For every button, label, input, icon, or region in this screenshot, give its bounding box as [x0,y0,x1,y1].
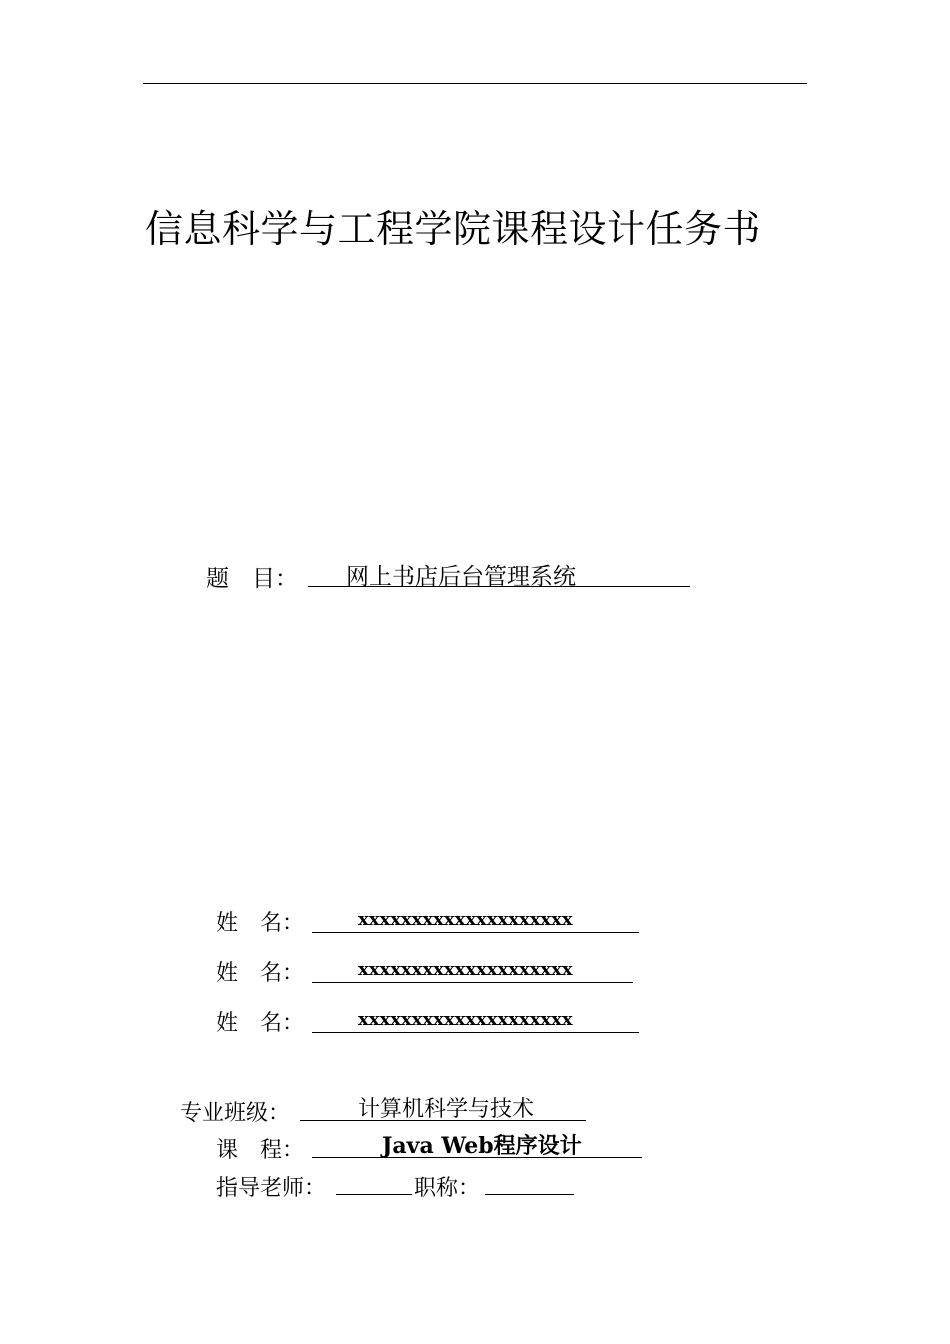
major-value: 计算机科学与技术 [358,1097,535,1122]
document-title: 信息科学与工程学院课程设计任务书 [145,207,762,251]
topic-field [308,558,690,590]
major-field [300,1092,586,1121]
name-label-1: 姓 名： [216,911,305,936]
name-value-3: xxxxxxxxxxxxxxxxxxxx [358,1009,573,1030]
course-label: 课 程： [216,1138,305,1163]
advisor-field [336,1166,412,1195]
rank-label: 职称： [414,1176,481,1201]
name-field-3 [312,1004,639,1033]
name-value-2: xxxxxxxxxxxxxxxxxxxx [358,959,573,980]
advisor-label: 指导老师： [216,1176,327,1201]
course-value: Java Web程序设计 [382,1133,582,1159]
major-label: 专业班级： [180,1101,291,1126]
topic-value: 网上书店后台管理系统 [346,564,576,590]
header-rule [143,83,807,84]
name-value-1: xxxxxxxxxxxxxxxxxxxx [358,909,573,930]
name-label-3: 姓 名： [216,1011,305,1036]
name-field-1 [312,904,639,933]
name-label-2: 姓 名： [216,961,305,986]
topic-label: 题 目： [206,566,298,592]
rank-field [485,1166,574,1195]
name-field-2 [312,954,633,983]
course-field [312,1129,642,1158]
